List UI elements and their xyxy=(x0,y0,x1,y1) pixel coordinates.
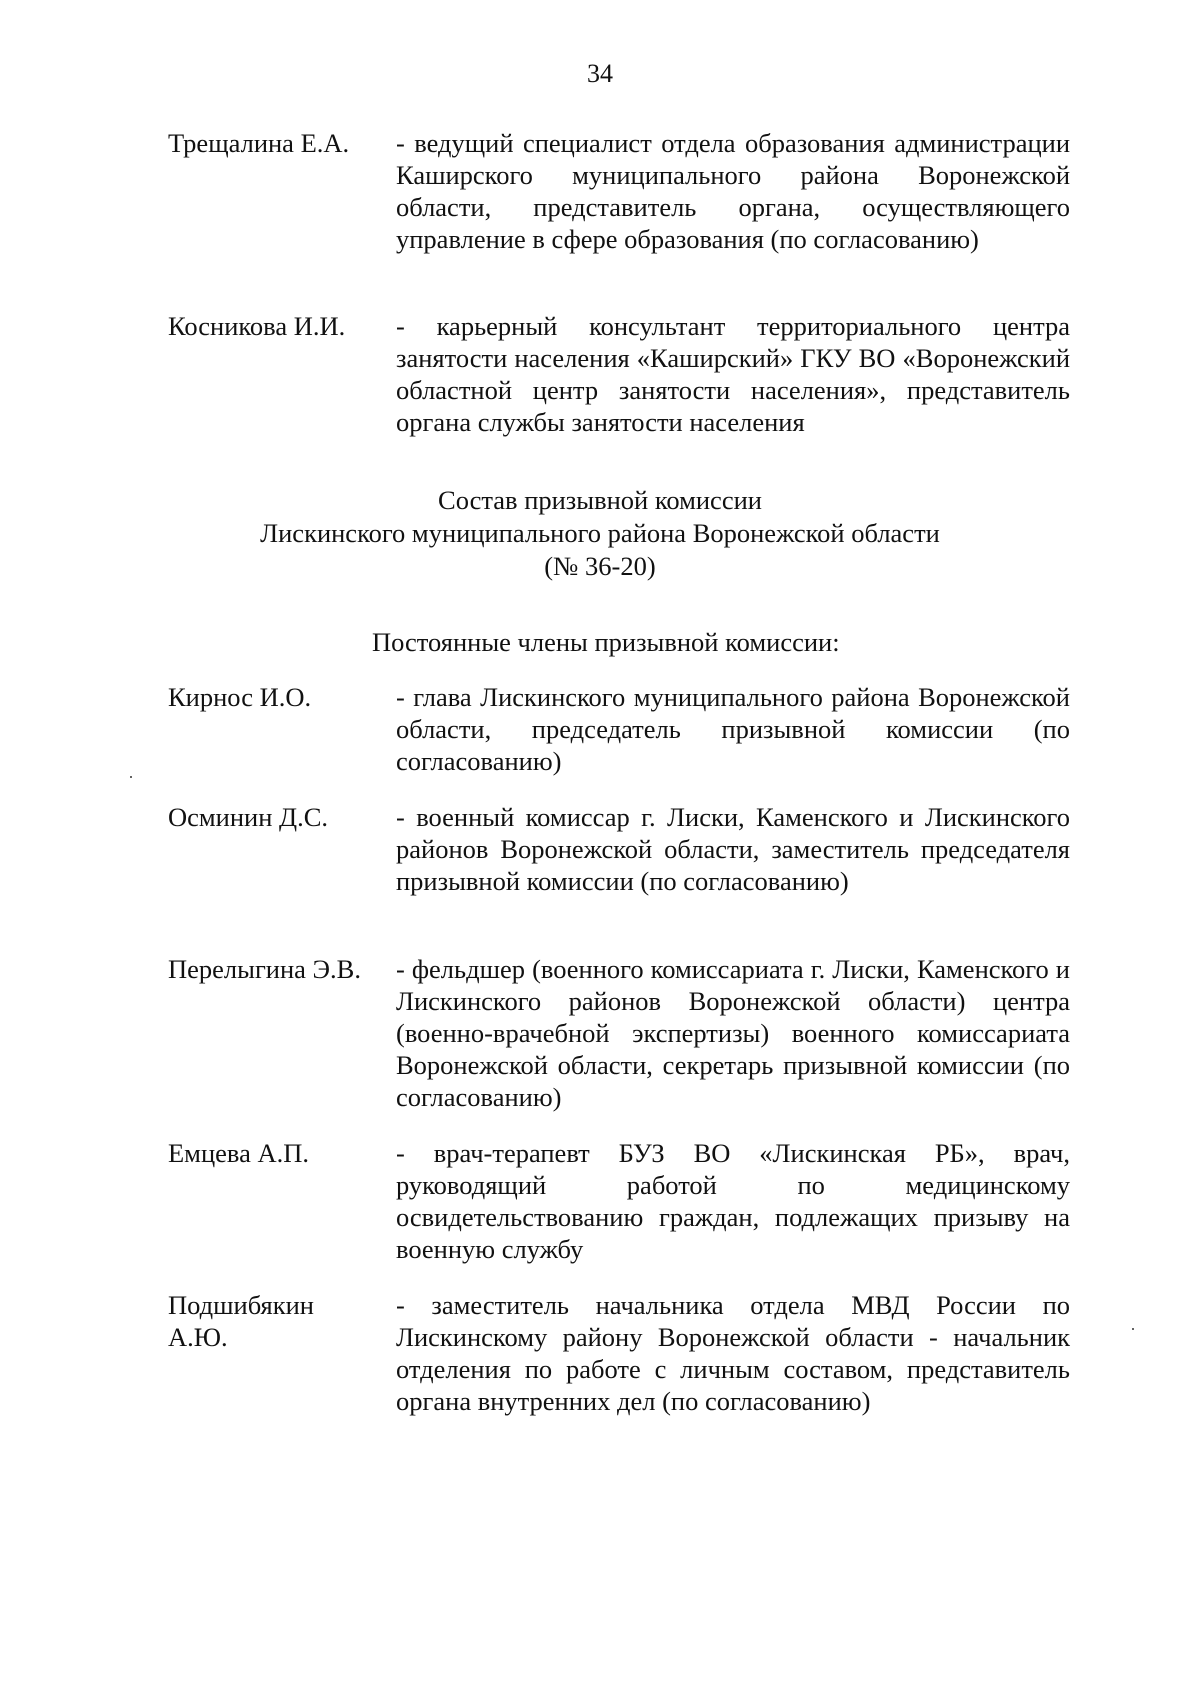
scan-speck xyxy=(130,776,132,778)
entry-name: Трещалина Е.А. xyxy=(168,128,350,158)
section-title-line-3: (№ 36-20) xyxy=(544,551,656,581)
entry-name: Косникова И.И. xyxy=(168,311,346,341)
member-name: Подшибякин А.Ю. xyxy=(168,1290,314,1352)
member-name: Емцева А.П. xyxy=(168,1138,309,1168)
member-description: - фельдшер (военного комиссариата г. Лиски, Каменского и Лискинского районов Воронежской области) центра (военно-врачебной экспертизы) военного комиссариата Воронежской области, секретарь призывной комиссии (по согласованию) xyxy=(396,954,1070,1112)
member-name: Кирнос И.О. xyxy=(168,682,312,712)
page-number: 34 xyxy=(587,59,613,88)
entry-description: - ведущий специалист отдела образования администрации Каширского муниципального района Воронежской области, представитель органа, осуществляющего управление в сфере образования (по согласованию) xyxy=(396,128,1070,254)
member-description: - заместитель начальника отдела МВД России по Лискинскому району Воронежской области - начальник отделения по работе с личным составом, представитель органа внутренних дел (по согласованию) xyxy=(396,1290,1070,1416)
section-title-line-1: Состав призывной комиссии xyxy=(438,485,762,515)
member-name: Осминин Д.С. xyxy=(168,802,329,832)
member-description: - глава Лискинского муниципального района Воронежской области, председатель призывной комиссии (по согласованию) xyxy=(396,682,1070,776)
section-title-line-2: Лискинского муниципального района Воронежской области xyxy=(260,518,940,548)
member-name: Перелыгина Э.В. xyxy=(168,954,361,984)
member-description: - военный комиссар г. Лиски, Каменского и Лискинского районов Воронежской области, заместитель председателя призывной комиссии (по согласованию) xyxy=(396,802,1070,896)
member-description: - врач-терапевт БУЗ ВО «Лискинская РБ», врач, руководящий работой по медицинскому освидетельствованию граждан, подлежащих призыву на военную службу xyxy=(396,1138,1070,1264)
entry-description: - карьерный консультант территориального центра занятости населения «Каширский» ГКУ ВО «Воронежский областной центр занятости населения», представитель органа службы занятости населения xyxy=(396,311,1070,437)
scan-speck xyxy=(1132,1328,1134,1330)
section-subtitle: Постоянные члены призывной комиссии: xyxy=(372,627,840,657)
